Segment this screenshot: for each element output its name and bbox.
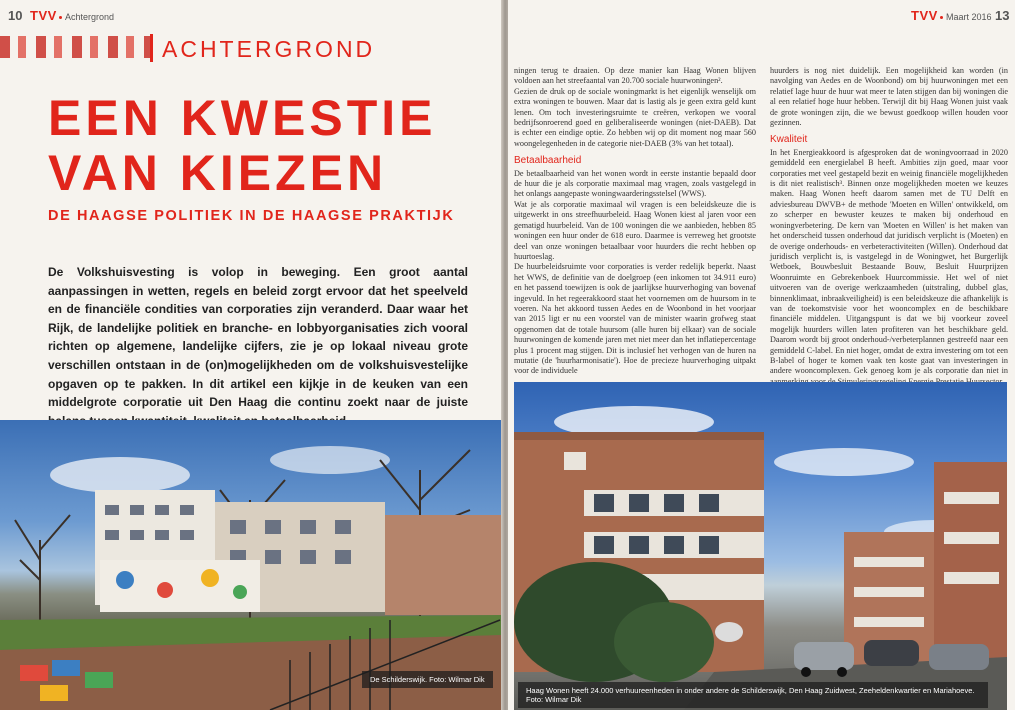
- haag-wonen-illustration: [514, 382, 1007, 710]
- col1-para-2: Gezien de druk op de sociale woningmarkt is het eigenlijk wenselijk om extra woningen te bouwen. Maar dat is lastig als je geen extra geld kunt lenen. Om toch investeringsruimte te creëren, verkopen we vooral bedrijfsonroerend goed en geliberaliseerde woningen (niet-DAEB). Dat is echter een eindige optie. Zo hebben wij op dit moment nog maar 560 woongelegenheden in de categorie niet-DAEB (3% van het totaal).: [514, 86, 756, 148]
- headline-line-1: EEN KWESTIE: [48, 90, 437, 146]
- heading-kwaliteit: Kwaliteit: [770, 134, 808, 146]
- photo-caption-right-line-2: Foto: Wilmar Dik: [526, 695, 582, 704]
- heading-betaalbaarheid: Betaalbaarheid: [514, 155, 582, 167]
- page-number-right: 13: [995, 8, 1010, 23]
- left-page: [0, 0, 503, 710]
- headline-line-2: VAN KIEZEN: [48, 145, 388, 201]
- text-column-2: [770, 66, 1008, 387]
- intro-paragraph: De Volkshuisvesting is volop in beweging. Een groot aantal aanpassingen in wetten, regels en beleid zorgt ervoor dat het speelveld en de financiële condities van corporaties zijn veranderd. Daar waar het Rijk, de landelijke politiek en branche- en lobbyorganisaties zich vooral richten op algemene, landelijke cijfers, zie je op lokaal niveau grote verschillen ontstaan in de (on)mogelijkheden om de volkshuisvestelijke opgaven op te pakken. In dit artikel een kijkje in de keuken van een middelgrote corporatie uit Den Haag die continu zoekt naar de juiste: [48, 265, 468, 410]
- col2-para-2: In het Energieakkoord is afgesproken dat de woningvoorraad in 2020 gemiddeld een energielabel B heeft. Ambities zijn goed, maar voor corporaties met veel gestapeld bezit en weinig financiële mogelijkheden is dit niet realistisch³. Binnen onze mogelijkheden moeten we keuzes maken. Haag Wonen heeft daarom samen met de TU Delft en adviesbureau DWVB+ de methode 'Moeten en Willen' ontwikkeld, om zo scherper en bewuster keuzes te maken bij onderhoud en woningverbetering. De kern van 'Moeten en Willen' is het maken van het onderscheid tussen onderhoud dat juridisch verplicht is (Moeten) en de overige onderhouds- en verbeteractiviteiten (Willen). Onderhoud dat juridisch verplicht is, is vastgelegd in de Woningwet, het Burgerlijk Wetboek, Bouwbesluit Bestaande Bouw, Besluit Huurprijzen Woonruimte en Gebrekenboek Huurcommissie. Het wel of niet uitvoeren van de overige werkzaamheden (uitstraling, dubbel glas, binnenklimaat, inbraakveiligheid) is een beleidskeuze die afhankelijk is van de toekomstvisie voor het wooncomplex en de beschikbare financiële middelen. Uitgangspunt is dat we bij voorkeur zoveel mogelijk huurders willen laten profiteren van het beschikbare geld. Daarom wordt bij groot onderhoud-/verbeterplannen gestreefd naar een gemiddeld C-label. En niet hoger, omdat de extra investering om tot een B-label of hoger te komen vaak ten koste gaat van investeringen in andere wooncomplexen. Gek genoeg kom je als corporatie dan niet in: [770, 147, 1008, 376]
- subheadline: DE HAAGSE POLITIEK IN DE HAAGSE PRAKTIJK: [48, 208, 455, 224]
- col1-para-4: Wat je als corporatie maximaal wil vragen is een beleidskeuze die is uitgewerkt in ons streefhuurbeleid. Haag Wonen kiest al jaren voor een gematigd huurbeleid. Van de 100 woningen die we aanbieden, hebben 85 woningen een huur onder de 618 euro. Daarmee is verreweg het grootste deel van onze woningen betaalbaar voor huurders die recht hebben op huurtoeslag.: [514, 199, 756, 261]
- header-dot: [59, 16, 62, 19]
- magazine-logo-right: TVV: [911, 8, 938, 23]
- col1-para-3: De betaalbaarheid van het wonen wordt in eerste instantie bepaald door de huur die je als corporatie maximaal mag vragen, zoals vastgelegd in het onlangs aangepaste woningwaarderingsstelsel (WWS).: [514, 168, 756, 199]
- photo-caption-right: [518, 682, 988, 708]
- photo-caption-left: De Schilderswijk. Foto: Wilmar Dik: [362, 671, 493, 688]
- schilderswijk-illustration: [0, 420, 503, 710]
- schilderswijk-photo: [0, 420, 503, 710]
- col1-para-5: De huurbeleidsruimte voor corporaties is verder redelijk beperkt. Naast het WWS, de definitie van de doelgroep (een inkomen tot 34.911 euro) en het passend toewijzen is ook de jaarlijkse huurverhoging van bovenaf ingevuld. In het regeerakkoord staat het voornemen om de huursom in te voeren. Na het akkoord tussen Aedes en de Woonbond in het voorjaar van 2015 ligt er nu een voorstel van de minister waarin grofweg staat opgenomen dat de totale huursom (alle huren bij elkaar) van de sociale huurwoningen de komende jaren met niet meer dan het inflatiepercentage plus 1 procent mag stijgen. Dit is inclusief het verhogen van de huren na mutatie (de 'huurharmonisatie'). Hoe de precieze huurverhoging uitpakt voor de individuele: [514, 262, 756, 376]
- header-section: Achtergrond: [65, 12, 115, 22]
- col1-para-1: ningen terug te draaien. Op deze manier kan Haag Wonen blijven voldoen aan het streefaantal van 20.700 sociale huurwoningen².: [514, 66, 756, 86]
- photo-caption-right-line-1: Haag Wonen heeft 24.000 verhuureenheden in onder andere de Schilderswijk, Den Haag Zuidwest, Zeeheldenkwartier en Mariahoeve.: [526, 686, 975, 695]
- haag-wonen-photo: [514, 382, 1007, 710]
- section-title: ACHTERGROND: [162, 36, 376, 62]
- col2-para-1: huurders is nog niet duidelijk. Een mogelijkheid kan worden (in navolging van Aedes en de Woonbond) om bij huurwoningen met een relatief lage huur de huur wat meer te laten stijgen dan bij woningen die al een relatief hoge huur hebben. Terwijl dit bij Haag Wonen juist vaak de grote woningen zijn, die we bewust goedkoop willen houden voor gezinnen.: [770, 66, 1008, 128]
- magazine-logo-left: TVV: [30, 8, 57, 23]
- text-column-1: [514, 66, 756, 377]
- page-number-left: 10: [8, 8, 23, 23]
- header-dot-right: [940, 16, 943, 19]
- issue-date: Maart 2016: [946, 12, 992, 22]
